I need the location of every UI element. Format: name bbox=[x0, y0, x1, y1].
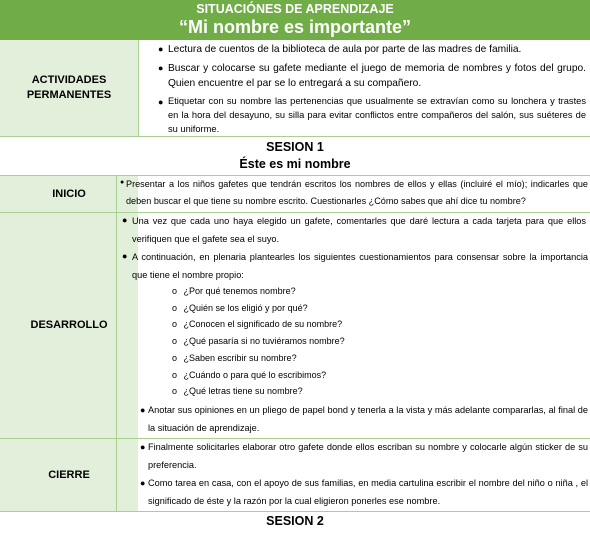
divider bbox=[138, 40, 139, 136]
inicio-label-cell bbox=[0, 176, 138, 212]
bullet-icon: ● bbox=[158, 63, 164, 73]
divider bbox=[0, 511, 590, 512]
actividades-item-2: Buscar y colocarse su gafete mediante el juego de memoria de nombres y fotos del grupo. Quien encuentre el par se lo entregará a su compañero. bbox=[168, 63, 586, 89]
circle-bullet-icon: o bbox=[172, 386, 178, 397]
header-title: SITUACIÓNES DE APRENDIZAJE bbox=[196, 2, 394, 16]
cierre-item-2: Como tarea en casa, con el apoyo de sus familias, en media cartulina escribir el nombre del niño o niña , el significado de éste y la razón por la cual eligieron ponerles ese nombre. bbox=[148, 478, 588, 506]
circle-bullet-icon: o bbox=[172, 302, 178, 313]
sesion-1-title: SESION 1 bbox=[266, 140, 324, 154]
bullet-icon: ● bbox=[120, 179, 125, 186]
header-subtitle: “Mi nombre es importante” bbox=[178, 17, 412, 37]
bullet-icon: ● bbox=[140, 478, 146, 488]
circle-bullet-icon: o bbox=[172, 286, 178, 296]
circle-bullet-icon: o bbox=[172, 369, 178, 380]
desarrollo-item-3: Anotar sus opiniones en un pliego de papel bond y tenerla a la vista y más adelante compararlas, al final de la situación de aprendizaje. bbox=[148, 405, 588, 433]
bullet-icon: ● bbox=[122, 251, 128, 261]
actividades-label: ACTIVIDADES PERMANENTES bbox=[26, 74, 112, 101]
cierre-item-1: Finalmente solicitarles elaborar otro gafete donde ellos escriban su nombre y colocarle algún sticker de su preferencia. bbox=[148, 442, 588, 470]
question-item: o ¿Saben escribir su nombre? bbox=[172, 350, 345, 367]
question-item: o ¿Qué pasaría si no tuviéramos nombre? bbox=[172, 333, 345, 350]
header-band bbox=[0, 0, 590, 40]
desarrollo-item-1: Una vez que cada uno haya elegido un gafete, comentarles que daré lectura a cada tarjeta para que ellos verifiquen que el gafete sea el suyo. bbox=[132, 216, 586, 244]
actividades-item-1: Lectura de cuentos de la biblioteca de aula por parte de las madres de familia. bbox=[168, 44, 522, 55]
bullet-icon: ● bbox=[140, 442, 146, 452]
circle-bullet-icon: o bbox=[172, 319, 178, 330]
circle-bullet-icon: o bbox=[172, 336, 178, 347]
bullet-icon: ● bbox=[158, 97, 164, 107]
sesion-2-title: SESION 2 bbox=[266, 514, 324, 528]
question-item: o ¿Quién se los eligió y por qué? bbox=[172, 300, 345, 317]
divider bbox=[0, 136, 590, 137]
sesion-1-subtitle: Éste es mi nombre bbox=[239, 157, 351, 171]
divider bbox=[116, 213, 117, 438]
divider bbox=[116, 176, 117, 212]
divider bbox=[116, 439, 117, 511]
question-item: o ¿Conocen el significado de su nombre? bbox=[172, 316, 345, 333]
actividades-label-cell bbox=[0, 40, 138, 136]
question-item: o ¿Por qué tenemos nombre? bbox=[172, 283, 345, 300]
inicio-label: INICIO bbox=[52, 187, 86, 200]
actividades-item-3: Etiquetar con su nombre las pertenencias que usualmente se extravían como su lonchera y trastes en la hora del desayuno, su silla para evitar conflictos entre compañeros del salón, sus suéteres de su uniforme. bbox=[168, 96, 586, 134]
bullet-icon: ● bbox=[140, 405, 146, 415]
question-item: o ¿Cuándo o para qué lo escribimos? bbox=[172, 367, 345, 384]
circle-bullet-icon: o bbox=[172, 352, 178, 363]
bullet-icon: ● bbox=[122, 215, 128, 225]
desarrollo-label: DESARROLLO bbox=[30, 319, 108, 331]
cierre-label: CIERRE bbox=[48, 468, 90, 481]
desarrollo-label-cell bbox=[0, 213, 138, 438]
inicio-text: Presentar a los niños gafetes que tendrán escritos los nombres de ellos y ellas (incluiré el mío); indicarles que deben buscar el que tiene su nombre escrito. Cuestionarles ¿Cómo sabes que ahí dice tu nombre? bbox=[126, 179, 588, 206]
question-item: o ¿Qué letras tiene su nombre? bbox=[172, 383, 345, 400]
desarrollo-item-2: A continuación, en plenaria plantearles los siguientes cuestionamientos para consensar sobre la importancia que tiene el nombre propio: bbox=[132, 252, 588, 280]
question-list bbox=[172, 283, 345, 400]
bullet-icon: ● bbox=[158, 44, 164, 54]
cierre-label-cell bbox=[0, 439, 138, 511]
